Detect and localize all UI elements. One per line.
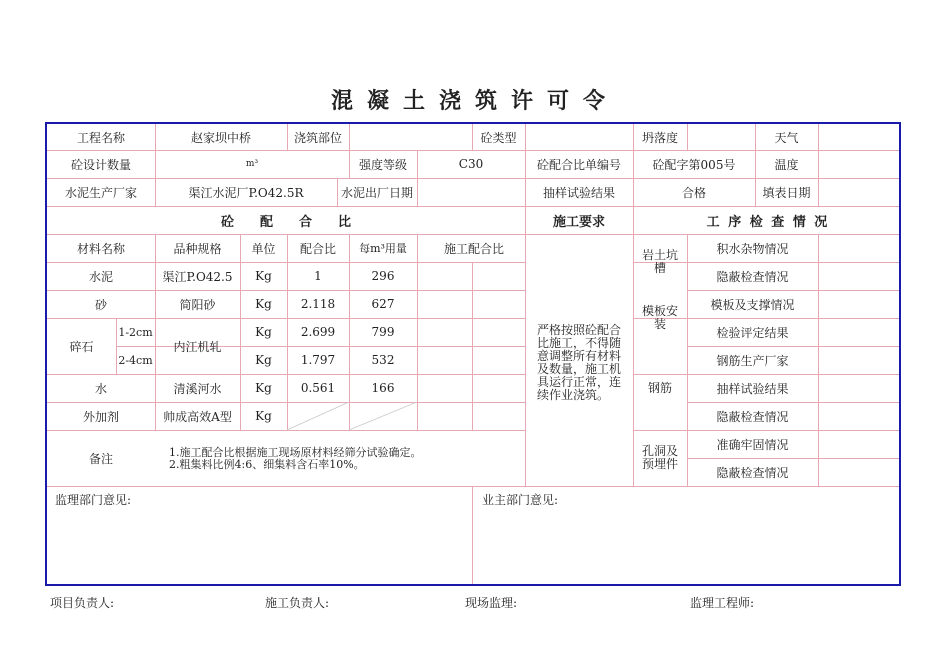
inspection-item: 隐蔽检查情况 <box>716 465 789 480</box>
inspection-item: 准确牢固情况 <box>716 437 789 452</box>
material-spec: 清溪河水 <box>173 381 222 396</box>
cement-manufacturer-value: 渠江水泥厂P.O42.5R <box>188 185 304 200</box>
material-ratio: 2.118 <box>300 297 336 311</box>
sample-result-label: 抽样试验结果 <box>542 185 615 200</box>
inspection-item: 积水杂物情况 <box>716 241 789 256</box>
inspection-item: 隐蔽检查情况 <box>716 409 789 424</box>
inspection-item: 隐蔽检查情况 <box>716 269 789 284</box>
material-spec: 帅成高效A型 <box>163 409 232 424</box>
inspection-group-name: 模板安装 <box>641 304 678 331</box>
col-header-qty: 每m³用量 <box>359 242 407 255</box>
material-ratio: 0.561 <box>300 381 336 395</box>
page-title: 混凝土浇筑许可令 <box>330 89 619 114</box>
material-ratio: 1 <box>314 269 322 283</box>
empty-cell-slashes <box>287 402 417 430</box>
inspection-group-name: 孔洞及预埋件 <box>641 444 678 471</box>
inspection-group-name: 钢筋 <box>647 380 672 395</box>
material-name: 砂 <box>94 297 107 312</box>
material-unit: Kg <box>255 353 272 367</box>
material-qty: 166 <box>371 381 395 395</box>
requirement-title: 施工要求 <box>552 214 605 230</box>
col-header-site-ratio: 施工配合比 <box>444 241 505 256</box>
sample-result-value: 合格 <box>681 185 706 200</box>
material-qty: 532 <box>371 353 395 367</box>
supervising-engineer-signature: 监理工程师: <box>690 596 755 610</box>
material-name: 碎石 <box>69 339 94 354</box>
material-size: 1-2cm <box>118 325 153 339</box>
material-spec: 渠江P.O42.5 <box>162 269 233 284</box>
inspection-group-name: 岩土坑槽 <box>641 248 678 275</box>
material-qty: 296 <box>371 269 395 283</box>
construction-lead-signature: 施工负责人: <box>265 596 330 610</box>
material-size: 2-4cm <box>118 353 153 367</box>
strength-grade-label: 强度等级 <box>358 157 407 172</box>
material-qty: 627 <box>371 297 395 311</box>
material-ratio: 2.699 <box>300 325 336 339</box>
material-qty: 799 <box>371 325 395 339</box>
fill-date-label: 填表日期 <box>762 185 811 200</box>
site-supervisor-signature: 现场监理: <box>465 596 518 610</box>
requirement-text: 严格按照砼配合比施工，不得随意调整所有材料及数量，施工机具运行正常，连续作业浇筑。 <box>537 323 622 402</box>
strength-grade-value: C30 <box>458 157 484 171</box>
owner-opinion-label: 业主部门意见: <box>482 493 559 507</box>
inspection-item: 模板及支撑情况 <box>710 297 795 312</box>
material-name: 水泥 <box>88 269 113 284</box>
weather-label: 天气 <box>774 130 799 145</box>
material-unit: Kg <box>255 269 272 283</box>
material-unit: Kg <box>255 381 272 395</box>
inspection-item: 检验评定结果 <box>716 325 789 340</box>
inspection-title: 工 序 检 查 情 况 <box>706 214 830 230</box>
cement-manufacturer-label: 水泥生产厂家 <box>64 185 137 200</box>
material-name: 外加剂 <box>82 409 119 424</box>
permit-form <box>45 122 901 586</box>
remark-label: 备注 <box>88 451 113 466</box>
supervision-opinion-label: 监理部门意见: <box>55 493 132 507</box>
concrete-type-label: 砼类型 <box>480 130 517 145</box>
design-quantity-unit: m³ <box>245 159 259 169</box>
material-unit: Kg <box>255 409 272 423</box>
cement-date-label: 水泥出厂日期 <box>340 185 413 200</box>
design-quantity-label: 砼设计数量 <box>70 157 131 172</box>
remark-line: 2.粗集料比例4:6、细集料含石率10%。 <box>169 458 365 471</box>
project-name-label: 工程名称 <box>76 130 125 145</box>
mix-section-title: 砼 配 合 比 <box>220 214 351 230</box>
project-name-value: 赵家坝中桥 <box>190 130 251 145</box>
inspection-item: 抽样试验结果 <box>716 381 789 396</box>
material-spec: 内江机轧 <box>173 339 222 354</box>
inspection-item: 钢筋生产厂家 <box>716 353 789 368</box>
col-header-unit: 单位 <box>251 241 276 256</box>
col-header-material: 材料名称 <box>76 241 125 256</box>
remark-line: 1.施工配合比根据施工现场原材料经筛分试验确定。 <box>169 446 422 459</box>
material-spec: 简阳砂 <box>179 297 216 312</box>
pour-part-label: 浇筑部位 <box>293 130 342 145</box>
project-manager-signature: 项目负责人: <box>50 596 115 610</box>
material-unit: Kg <box>255 325 272 339</box>
material-name: 水 <box>94 381 107 396</box>
material-unit: Kg <box>255 297 272 311</box>
mix-number-value: 砼配字第005号 <box>652 157 736 172</box>
mix-number-label: 砼配合比单编号 <box>536 157 621 172</box>
col-header-spec: 品种规格 <box>173 241 222 256</box>
slump-label: 坍落度 <box>641 130 678 145</box>
col-header-ratio: 配合比 <box>299 241 336 256</box>
material-ratio: 1.797 <box>300 353 336 367</box>
temperature-label: 温度 <box>774 157 799 172</box>
